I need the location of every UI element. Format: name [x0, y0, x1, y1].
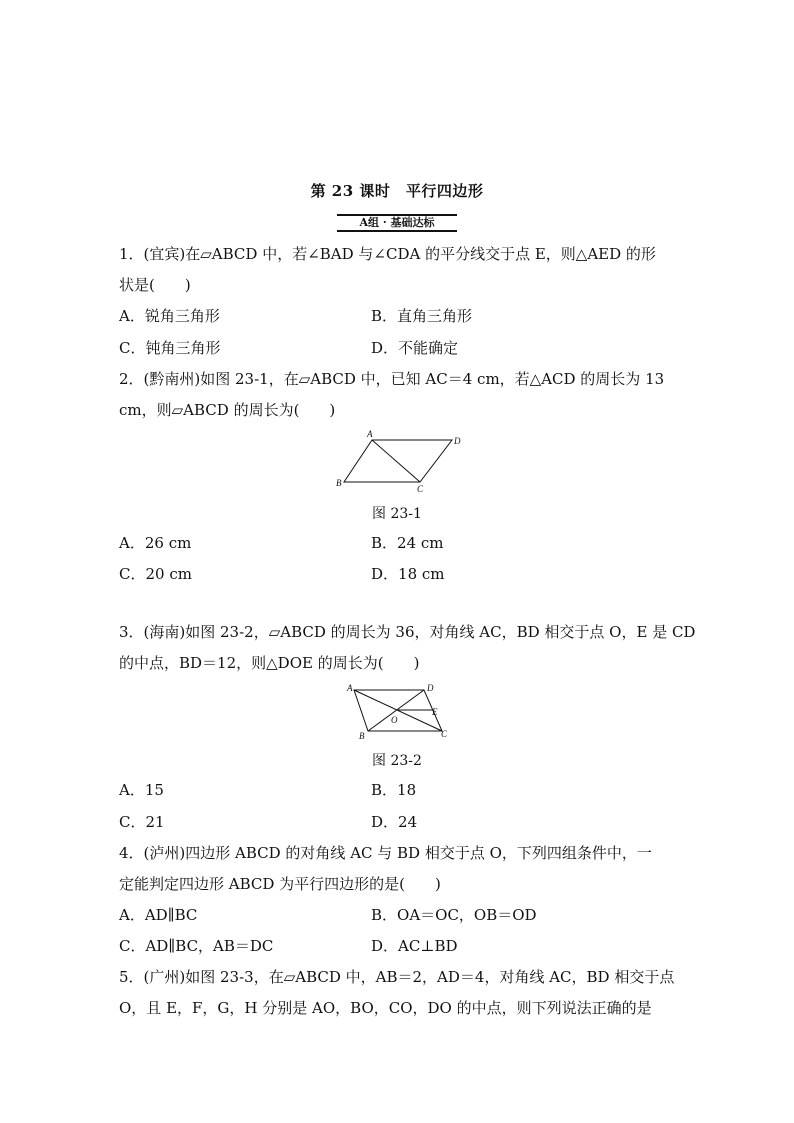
figure-23-1	[330, 427, 470, 497]
q3-option-b: B．18	[371, 781, 417, 799]
q1-stem-line1: 1．(宜宾)在▱ABCD 中，若∠BAD 与∠CDA 的平分线交于点 E，则△AED 的形	[119, 245, 656, 263]
q4-option-d: D．AC⊥BD	[371, 937, 458, 955]
q2-option-a: A．26 cm	[119, 534, 192, 552]
badge-bottom-rule	[337, 230, 457, 232]
q3-stem-line2: 的中点，BD＝12，则△DOE 的周长为( )	[119, 654, 420, 672]
label-b: B	[336, 478, 342, 488]
q3-stem-line1: 3．(海南)如图 23-2，▱ABCD 的周长为 36，对角线 AC，BD 相交于点 O，E 是 CD	[119, 623, 696, 641]
figure-23-2	[340, 680, 455, 742]
q3-option-a: A．15	[119, 781, 164, 799]
q3-option-d: D．24	[371, 813, 418, 831]
q2-option-c: C．20 cm	[119, 565, 192, 583]
q4-option-c: C．AD∥BC，AB＝DC	[119, 937, 274, 955]
q2-stem-line2: cm，则▱ABCD 的周长为( )	[119, 401, 336, 419]
label-a: A	[367, 429, 373, 439]
q2-option-d: D．18 cm	[371, 565, 445, 583]
q1-option-b: B．直角三角形	[371, 307, 473, 325]
q1-stem-line2: 状是( )	[119, 276, 191, 294]
parallelogram-abcd	[344, 440, 452, 482]
label-d: D	[454, 436, 461, 446]
label-o: O	[391, 715, 398, 725]
figure-23-2-caption: 图 23-2	[372, 753, 422, 769]
q4-option-a: A．AD∥BC	[119, 906, 198, 924]
q5-stem-line1: 5．(广州)如图 23-3，在▱ABCD 中，AB＝2，AD＝4，对角线 AC，BD 相交于点	[119, 968, 675, 986]
group-label-badge	[337, 214, 457, 232]
q1-option-c: C．钝角三角形	[119, 339, 221, 357]
q1-option-a: A．锐角三角形	[119, 307, 220, 325]
label-c: C	[441, 729, 448, 739]
page-title: 第 23 课时 平行四边形	[310, 182, 484, 200]
label-a: A	[347, 683, 353, 693]
label-e: E	[432, 707, 438, 717]
q4-stem-line1: 4．(泸州)四边形 ABCD 的对角线 AC 与 BD 相交于点 O，下列四组条件中，一	[119, 844, 652, 862]
q5-stem-line2: O，且 E，F，G，H 分别是 AO，BO，CO，DO 的中点，则下列说法正确的是	[119, 999, 652, 1017]
q2-option-b: B．24 cm	[371, 534, 444, 552]
q4-option-b: B．OA＝OC，OB＝OD	[371, 906, 537, 924]
label-c: C	[417, 484, 424, 494]
q1-option-d: D．不能确定	[371, 339, 459, 357]
group-label: A组 · 基础达标	[359, 216, 435, 229]
label-d: D	[427, 683, 434, 693]
q4-stem-line2: 定能判定四边形 ABCD 为平行四边形的是( )	[119, 875, 441, 893]
q2-stem-line1: 2．(黔南州)如图 23-1，在▱ABCD 中，已知 AC＝4 cm，若△ACD 的周长为 13	[119, 370, 665, 388]
q3-option-c: C．21	[119, 813, 165, 831]
diagonal-ac	[372, 440, 420, 482]
label-b: B	[359, 731, 365, 741]
figure-23-1-caption: 图 23-1	[372, 506, 422, 522]
